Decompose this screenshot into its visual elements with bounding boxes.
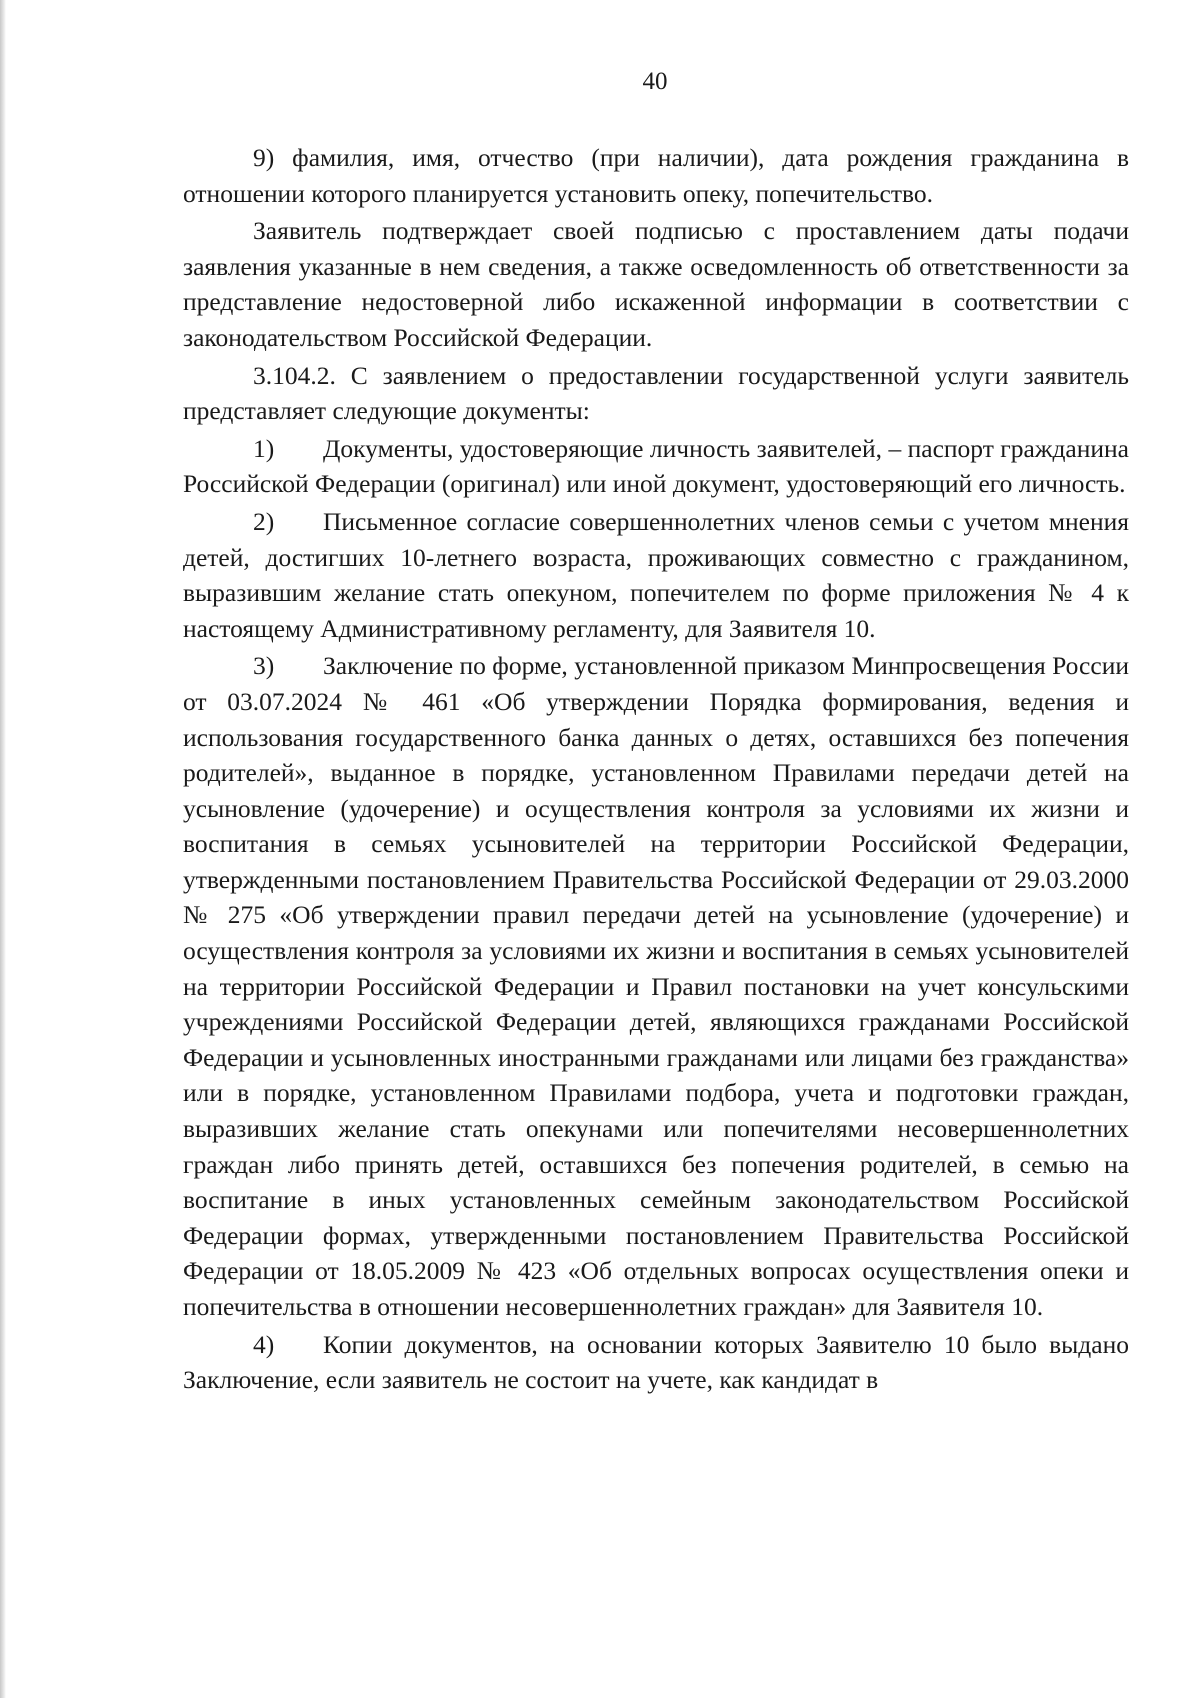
document-body xyxy=(183,140,1129,1400)
list-item-2 xyxy=(183,504,1129,646)
paragraph-applicant-confirmation xyxy=(183,213,1129,355)
paragraph-text: Заявитель подтверждает своей подписью с проставлением даты подачи заявления указанные в нем сведения, а также осведомленность об ответственности за представление недостоверной либо искаженной информации в соответствии с законодательством Российской Федерации. xyxy=(183,216,1129,352)
list-item-number: 1) xyxy=(253,433,275,463)
paragraph-section-3-104-2 xyxy=(183,358,1129,429)
list-item-text: Документы, удостоверяющие личность заявителей, – паспорт гражданина Российской Федерации (оригинал) или иной документ, удостоверяющий его личность. xyxy=(183,433,1129,499)
list-item-1 xyxy=(183,431,1129,502)
list-item-3 xyxy=(183,648,1129,1324)
page-number: 40 xyxy=(642,68,668,95)
list-item-text: Копии документов, на основании которых Заявителю 10 было выдано Заключение, если заявитель не состоит на учете, как кандидат в xyxy=(183,1329,1129,1395)
paragraph-item-9 xyxy=(183,140,1129,211)
paragraph-text: 9) фамилия, имя, отчество (при наличии), дата рождения гражданина в отношении которого планируется установить опеку, попечительство. xyxy=(183,143,1129,208)
list-item-number: 2) xyxy=(253,506,275,536)
list-item-number: 3) xyxy=(253,651,275,681)
list-item-number: 4) xyxy=(253,1329,275,1359)
list-item-text: Заключение по форме, установленной приказом Минпросвещения России от 03.07.2024 № 461 «Об утверждении Порядка формирования, ведения и использования государственного банка данных о детях, оставшихся без попечения родителей», выданное в порядке, установленном Правилами передачи детей на усыновление (удочерение) и осуществления контроля за условиями их жизни и воспитания в семьях усыновителей на территории Российской Федерации, утвержденными постановлением Правительства Российской Федерации от 29.03.2000 № 275 «Об утверждении правил передачи детей на усыновление (удочерение) и осуществления контроля за условиями их жизни и воспитания в семьях усыновителей на территории Российской Федерации и Правил постановки на учет консульскими учреждениями Российской Федерации детей, являющихся гражданами Российской Федерации и усыновленных иностранными гражданами или лицами без гражданства» или в порядке, установленном Правилами подбора, учета и подготовки граждан, выразивших желание стать опекунами или попечителями несовершеннолетних граждан либо принять детей, оставшихся без попечения родителей, в семью на воспитание в иных установленных семейным законодательством Российской Федерации формах, утвержденными постановлением Правительства Российской Федерации от 18.05.2009 № 423 «Об отдельных вопросах осуществления опеки и попечительства в отношении несовершеннолетних граждан» для Заявителя 10. xyxy=(183,651,1129,1321)
list-item-4 xyxy=(183,1327,1129,1398)
paragraph-text: 3.104.2. С заявлением о предоставлении государственной услуги заявитель представляет следующие документы: xyxy=(183,360,1129,426)
list-item-text: Письменное согласие совершеннолетних членов семьи с учетом мнения детей, достигших 10-летнего возраста, проживающих совместно с гражданином, выразившим желание стать опекуном, попечителем по форме приложения № 4 к настоящему Административному регламенту, для Заявителя 10. xyxy=(183,506,1129,643)
scan-edge-shadow xyxy=(0,0,6,1698)
